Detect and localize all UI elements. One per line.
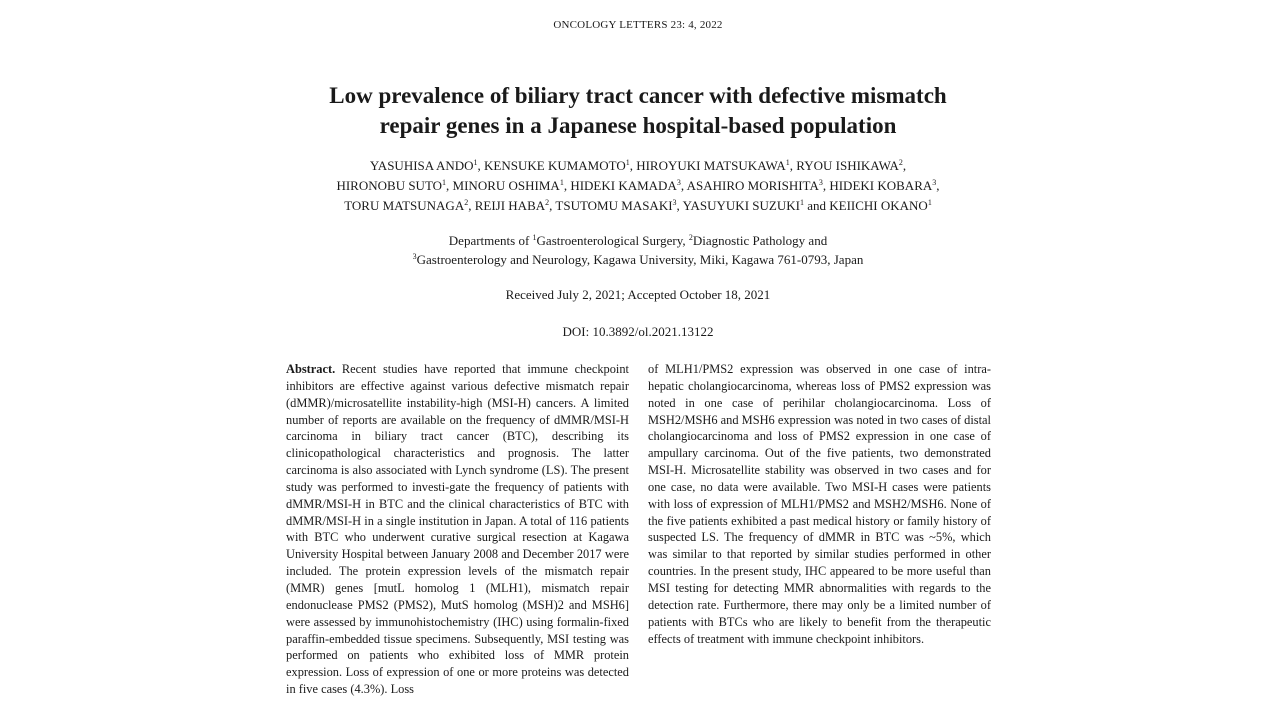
- abstract-label: Abstract.: [286, 362, 336, 376]
- affiliation-line-2: [240, 250, 1036, 269]
- author-name: KEIICHI OKANO: [829, 198, 928, 213]
- journal-header: ONCOLOGY LETTERS 23: 4, 2022: [553, 19, 723, 31]
- author-separator: ,: [680, 178, 687, 193]
- author-name: TORU MATSUNAGA: [344, 198, 465, 213]
- author-affiliation-marker: 3: [818, 178, 823, 187]
- author-line-2: [240, 176, 1036, 196]
- received-accepted-dates: Received July 2, 2021; Accepted October 18, 2021: [505, 287, 771, 302]
- author-separator: ,: [936, 178, 940, 193]
- author-name: KENSUKE KUMAMOTO: [484, 158, 626, 173]
- author-separator: ,: [676, 198, 683, 213]
- author-separator: ,: [563, 178, 571, 193]
- author-affiliation-marker: 3: [932, 178, 937, 187]
- title-line-2: repair genes in a Japanese hospital-based population: [379, 113, 897, 138]
- affiliation-text: Gastroenterological Surgery,: [536, 233, 689, 248]
- author-name: TSUTOMU MASAKI: [555, 198, 673, 213]
- affiliation-marker: 2: [688, 233, 693, 242]
- author-name: RYOU ISHIKAWA: [796, 158, 899, 173]
- author-separator: ,: [902, 158, 907, 173]
- author-name: ASAHIRO MORISHITA: [686, 178, 819, 193]
- author-separator: ,: [789, 158, 797, 173]
- author-affiliation-marker: 1: [927, 198, 932, 207]
- author-list: [240, 156, 1036, 216]
- doi: DOI: 10.3892/ol.2021.13122: [562, 324, 714, 339]
- author-separator: ,: [629, 158, 637, 173]
- author-name: MINORU OSHIMA: [452, 178, 560, 193]
- author-line-3: [240, 196, 1036, 216]
- author-name: HIDEKI KAMADA: [570, 178, 677, 193]
- affiliation-text: Diagnostic Pathology and: [692, 233, 828, 248]
- author-affiliation-marker: 1: [473, 158, 478, 167]
- author-affiliation-marker: 1: [785, 158, 790, 167]
- author-name: REIJI HABA: [474, 198, 546, 213]
- affiliation-marker: 1: [532, 233, 537, 242]
- affiliation-text: Gastroenterology and Neurology, Kagawa University, Miki, Kagawa 761-0793, Japan: [416, 252, 864, 267]
- author-affiliation-marker: 1: [559, 178, 564, 187]
- author-separator: and: [803, 198, 830, 213]
- author-separator: ,: [468, 198, 475, 213]
- affiliations: [240, 231, 1036, 269]
- author-name: HIRONOBU SUTO: [336, 178, 443, 193]
- author-affiliation-marker: 3: [676, 178, 681, 187]
- author-name: YASUHISA ANDO: [369, 158, 474, 173]
- abstract-text-part-1: Recent studies have reported that immune checkpoint inhibitors are effective against various defective mismatch repair (dMMR)/microsatellite instability-high (MSI-H) cancers. A limited number of reports are available on the frequency of dMMR/MSI-H carcinoma in biliary tract cancer (BTC), describing its clinicopathological characteristics and prognosis. The latter carcinoma is also associated with Lynch syndrome (LS). The present study was performed to investi-gate the frequency of patients with dMMR/MSI-H in BTC and the clinical characteristics of BTC with dMMR/MSI-H in a single institution in Japan. A total of 116 patients with BTC who underwent curative surgical resection at Kagawa University Hospital between January 2008 and December 2017 were included. The protein expression levels of the mismatch repair (MMR) genes [mutL homolog 1 (MLH1), mismatch repair endonuclease PMS2 (PMS2), MutS homolog (MSH)2 and MSH6] were assessed by immunohistochemistry (IHC) using formalin-fixed paraffin-embedded tissue specimens. Subsequently, MSI testing was performed on patients who exhibited loss of MMR protein expression. Loss of expression of one or more proteins was detected in five cases (4.3%). Loss: [286, 362, 629, 697]
- author-affiliation-marker: 2: [545, 198, 550, 207]
- author-affiliation-marker: 2: [898, 158, 903, 167]
- abstract-column-right: [648, 361, 991, 647]
- author-name: YASUYUKI SUZUKI: [682, 198, 800, 213]
- abstract-column-left: [286, 361, 629, 698]
- affiliation-prefix: Departments of: [448, 233, 533, 248]
- title-line-1: Low prevalence of biliary tract cancer with defective mismatch: [329, 83, 947, 108]
- author-line-1: [240, 156, 1036, 176]
- author-separator: ,: [477, 158, 485, 173]
- author-affiliation-marker: 1: [625, 158, 630, 167]
- author-separator: ,: [446, 178, 453, 193]
- author-name: HIROYUKI MATSUKAWA: [636, 158, 786, 173]
- abstract-text-part-2: of MLH1/PMS2 expression was observed in one case of intra-hepatic cholangiocarcinoma, whereas loss of PMS2 expression was noted in one case of perihilar cholangiocarcinoma. Loss of MSH2/MSH6 and MSH6 expression was noted in two cases of distal cholangiocarcinoma and loss of PMS2 expression in one case of ampullary carcinoma. Out of the five patients, two demonstrated MSI-H. Microsatellite stability was observed in two cases and for one case, no data were available. Two MSI-H cases were patients with loss of expression of MLH1/PMS2 and MSH2/MSH6. None of the five patients exhibited a past medical history or family history of suspected LS. The frequency of dMMR in BTC was ~5%, which was similar to that reported by similar studies performed in other countries. In the present study, IHC appeared to be more useful than MSI testing for detecting MMR abnormalities with regards to the detection rate. Furthermore, there may only be a limited number of patients with BTCs who are likely to benefit from the therapeutic effects of treatment with immune checkpoint inhibitors.: [648, 362, 991, 646]
- author-affiliation-marker: 1: [799, 198, 804, 207]
- author-separator: ,: [549, 198, 556, 213]
- affiliation-line-1: [240, 231, 1036, 250]
- author-affiliation-marker: 3: [672, 198, 677, 207]
- affiliation-marker: 3: [412, 252, 417, 261]
- author-name: HIDEKI KOBARA: [829, 178, 933, 193]
- author-separator: ,: [822, 178, 830, 193]
- article-title: [240, 81, 1036, 141]
- author-affiliation-marker: 1: [442, 178, 447, 187]
- author-affiliation-marker: 2: [464, 198, 469, 207]
